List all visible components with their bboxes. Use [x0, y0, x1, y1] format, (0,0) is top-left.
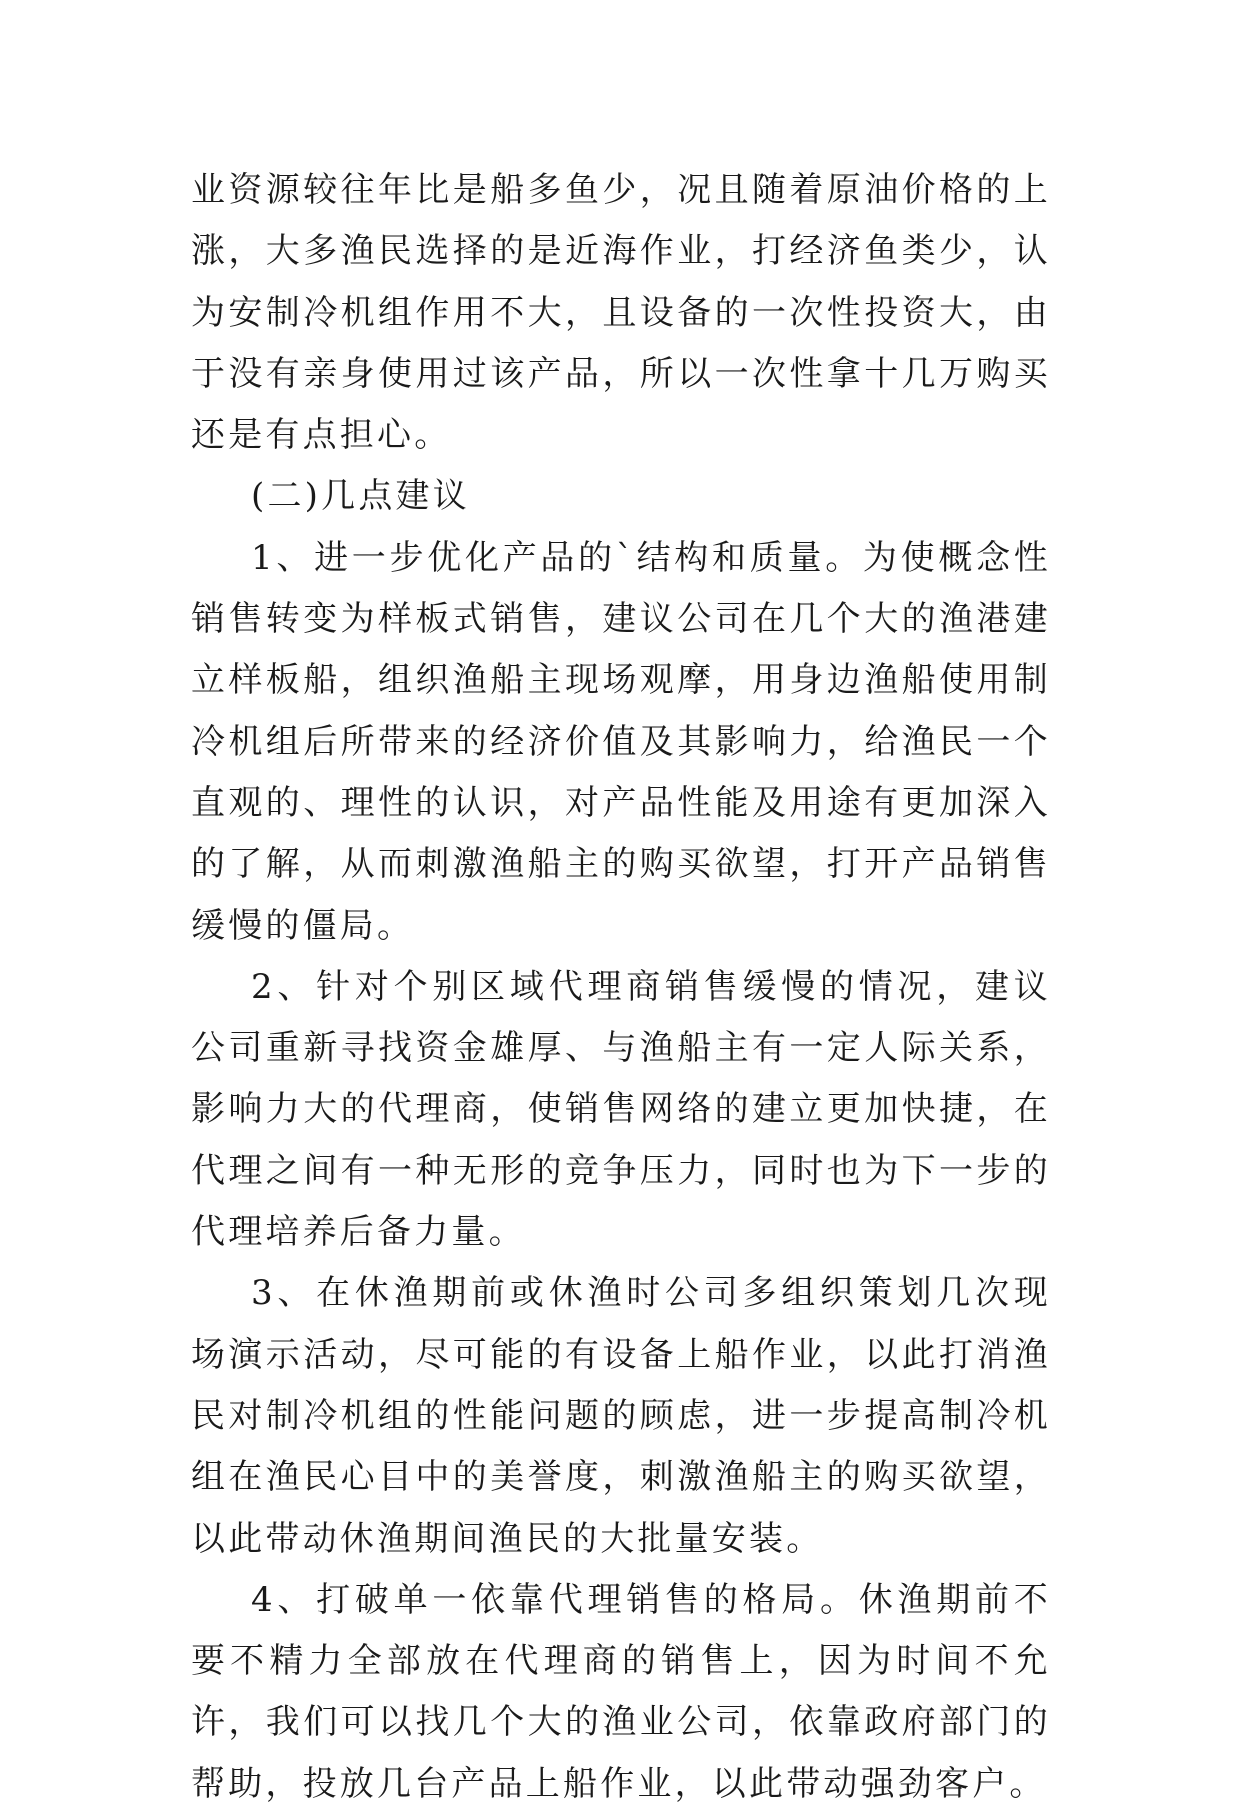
paragraph-suggestion-1: 1、进一步优化产品的`结构和质量。为使概念性销售转变为样板式销售，建议公司在几个大的渔港建立样板船，组织渔船主现场观摩，用身边渔船使用制冷机组后所带来的经济价值及其影响力，给渔民一个直观的、理性的认识，对产品性能及用途有更加深入的了解，从而刺激渔船主的购买欲望，打开产品销售缓慢的僵局。 [191, 537, 1051, 946]
paragraph-suggestion-2: 2、针对个别区域代理商销售缓慢的情况，建议公司重新寻找资金雄厚、与渔船主有一定人际关系，影响力大的代理商，使销售网络的建立更加快捷，在代理之间有一种无形的竞争压力，同时也为下一步的代理培养后备力量。 [191, 966, 1051, 1253]
section-heading-suggestions: (二)几点建议 [251, 476, 470, 517]
paragraph-continuation: 业资源较往年比是船多鱼少，况且随着原油价格的上涨，大多渔民选择的是近海作业，打经济鱼类少，认为安制冷机组作用不大，且设备的一次性投资大，由于没有亲身使用过该产品，所以一次性拿十几万购买还是有点担心。 [191, 170, 1051, 456]
paragraph-suggestion-4: 4、打破单一依靠代理销售的格局。休渔期前不要不精力全部放在代理商的销售上，因为时间不允许，我们可以找几个大的渔业公司，依靠政府部门的帮助，投放几台产品上船作业，以此带动强劲客户。 [191, 1579, 1051, 1804]
paragraph-suggestion-3: 3、在休渔期前或休渔时公司多组织策划几次现场演示活动，尽可能的有设备上船作业，以此打消渔民对制冷机组的性能问题的顾虑，进一步提高制冷机组在渔民心目中的美誉度，刺激渔船主的购买欲望，以此带动休渔期间渔民的大批量安装。 [191, 1273, 1051, 1559]
document-body [191, 160, 1051, 1815]
